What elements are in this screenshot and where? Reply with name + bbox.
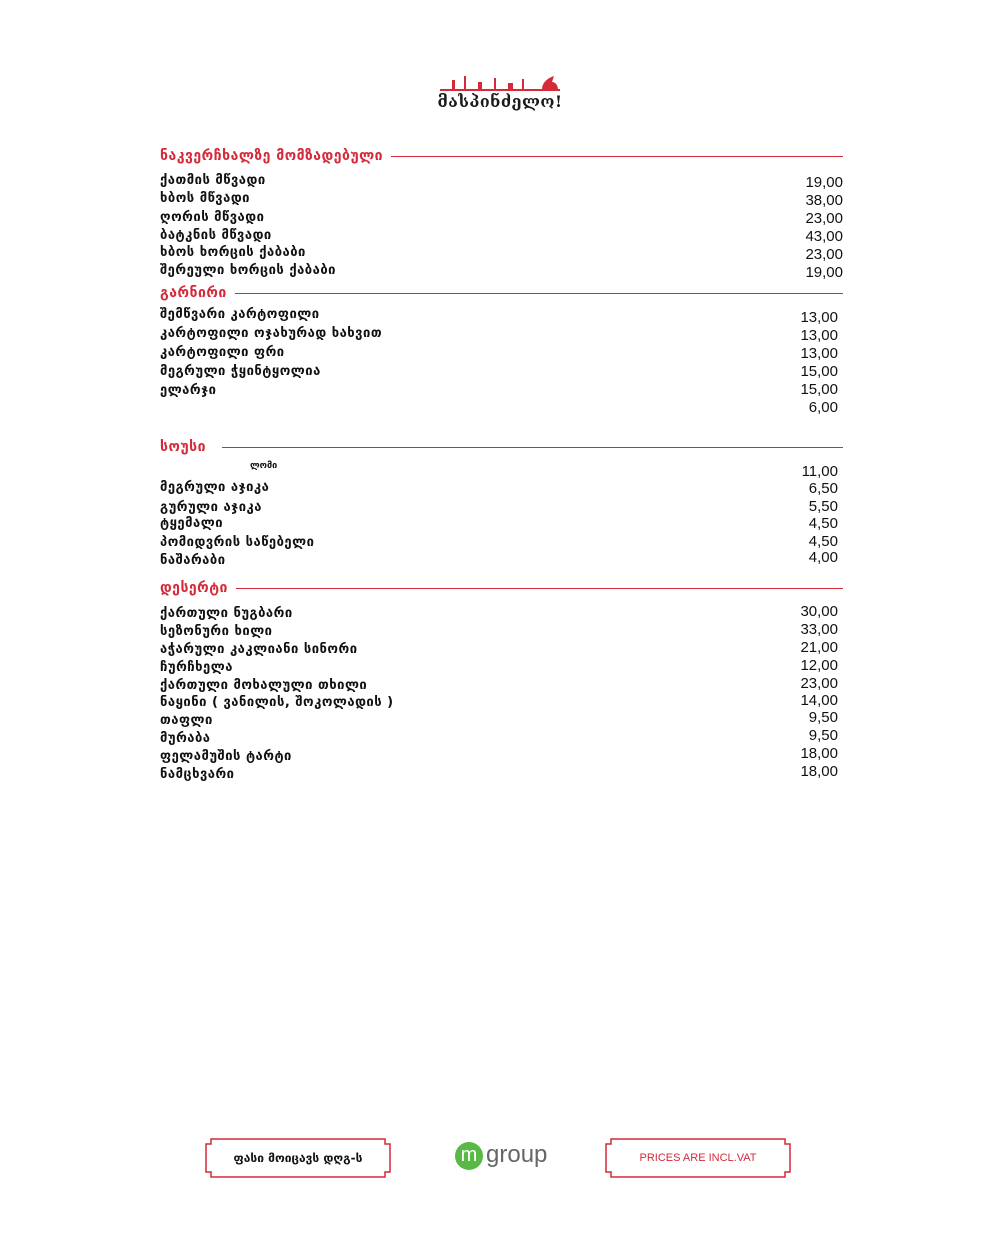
- item-price: 15,00: [800, 381, 838, 398]
- item-name: ბატკნის მწვადი: [160, 228, 272, 243]
- divider-line: [160, 293, 843, 294]
- item-name: ქართული ნუგბარი: [160, 606, 293, 621]
- vat-text-ka: ფასი მოიცავს დღგ-ს: [233, 1151, 363, 1165]
- item-price: 13,00: [800, 345, 838, 362]
- item-price: 9,50: [808, 727, 838, 744]
- item-price: 43,00: [805, 228, 843, 245]
- item-name: ჩურჩხელა: [160, 660, 233, 675]
- menu-item: [160, 763, 843, 784]
- item-price: 5,50: [808, 498, 838, 515]
- item-price: 38,00: [805, 192, 843, 209]
- menu-item: [160, 549, 843, 570]
- item-name: კარტოფილი ოჯახურად ხახვით: [160, 326, 383, 341]
- brand-logo: [430, 72, 570, 118]
- item-name: სეზონური ხილი: [160, 624, 273, 639]
- section-header: [160, 147, 843, 165]
- brand-name: მასპინძელო!: [437, 92, 563, 111]
- item-price: 6,50: [808, 480, 838, 497]
- item-name: ხბოს ხორცის ქაბაბი: [160, 245, 306, 260]
- item-price: 11,00: [801, 463, 838, 480]
- menu-item: [160, 709, 843, 730]
- menu-item: [160, 382, 843, 400]
- item-name: ღორის მწვადი: [160, 210, 265, 225]
- section-header: [160, 284, 843, 302]
- item-price: 23,00: [805, 210, 843, 227]
- item-name: ქართული მოხალული თხილი: [160, 678, 368, 693]
- section-header: [160, 438, 843, 456]
- item-price: 23,00: [800, 675, 838, 692]
- menu-item: [160, 479, 843, 497]
- section-garnish: [160, 284, 843, 416]
- item-price: 4,50: [808, 533, 838, 550]
- section-title: სოუსი: [160, 438, 214, 456]
- item-price: 19,00: [805, 264, 843, 281]
- menu-item: [160, 659, 843, 677]
- item-name: ხბოს მწვადი: [160, 191, 250, 206]
- divider-line: [160, 588, 843, 589]
- menu-item: [160, 677, 843, 695]
- vat-text-en: PRICES ARE INCL.VAT: [639, 1152, 757, 1164]
- section-header: [160, 579, 843, 597]
- item-name: შემწვარი კარტოფილი: [160, 307, 320, 322]
- menu-item: [160, 399, 843, 417]
- item-name: გურული აჯიკა: [160, 500, 262, 515]
- menu-item: [160, 534, 843, 552]
- menu-item: [160, 727, 843, 748]
- menu-item: [160, 209, 843, 227]
- menu-item: [160, 641, 843, 659]
- item-price: 13,00: [800, 309, 838, 326]
- item-name: თაფლი: [160, 713, 213, 728]
- section-title: ნაკვერჩხალზე მომზადებული: [160, 147, 391, 165]
- section-title: დესერტი: [160, 579, 236, 597]
- menu-item: [160, 363, 843, 381]
- item-name: ტყემალი: [160, 516, 224, 531]
- item-price: 18,00: [800, 745, 838, 762]
- sauce-note: ლომი: [250, 461, 278, 471]
- menu-item: [160, 306, 843, 324]
- item-price: 12,00: [800, 657, 838, 674]
- section-dessert: [160, 579, 843, 782]
- menu-item: [160, 515, 843, 533]
- item-price: 9,50: [808, 709, 838, 726]
- item-name: პომიდვრის საწებელი: [160, 535, 315, 550]
- item-name: შერეული ხორცის ქაბაბი: [160, 263, 336, 278]
- item-name: მურაბა: [160, 731, 211, 746]
- item-price: 23,00: [805, 246, 843, 263]
- menu-item: [160, 244, 843, 262]
- item-price: 21,00: [800, 639, 838, 656]
- menu-item: [160, 190, 843, 208]
- skyline-icon: [438, 72, 562, 92]
- menu-item: [160, 325, 843, 343]
- item-name: აჭარული კაკლიანი სინორი: [160, 642, 358, 657]
- section-sauce: [160, 438, 843, 568]
- item-price: 4,50: [808, 515, 838, 532]
- item-name: მეგრული აჯიკა: [160, 480, 270, 495]
- item-price: 15,00: [800, 363, 838, 380]
- menu-item: [160, 745, 843, 766]
- item-name: ნაშარაბი: [160, 553, 226, 568]
- item-price: 4,00: [808, 549, 838, 566]
- menu-item: [160, 623, 843, 641]
- item-name: კარტოფილი ფრი: [160, 345, 285, 360]
- item-price: 18,00: [800, 763, 838, 780]
- menu-item: [160, 262, 843, 280]
- section-grill: [160, 147, 843, 281]
- item-price: 13,00: [800, 327, 838, 344]
- vat-notice-ka: [205, 1138, 391, 1178]
- item-name: ელარჯი: [160, 383, 217, 398]
- mgroup-text: group: [486, 1141, 548, 1168]
- item-name: ქათმის მწვადი: [160, 173, 266, 188]
- item-price: 14,00: [800, 692, 838, 709]
- item-price: 30,00: [800, 603, 838, 620]
- mgroup-logo: [455, 1140, 555, 1172]
- item-price: 19,00: [805, 174, 843, 191]
- menu-item: [160, 227, 843, 245]
- menu-item: [160, 605, 843, 623]
- menu-item: [160, 172, 843, 190]
- menu-item: [160, 694, 843, 712]
- item-price: 6,00: [808, 399, 838, 416]
- item-name: ნაყინი ( ვანილის, შოკოლადის ): [160, 695, 394, 710]
- item-price: 33,00: [800, 621, 838, 638]
- vat-notice-en: [605, 1138, 791, 1178]
- menu-item: [160, 344, 843, 362]
- divider-line: [222, 447, 843, 448]
- item-name: ნამცხვარი: [160, 767, 235, 782]
- mgroup-m-icon: m: [455, 1142, 483, 1170]
- item-name: ფელამუშის ტარტი: [160, 749, 292, 764]
- section-title: გარნირი: [160, 284, 235, 302]
- item-name: მეგრული ჭყინტყოლია: [160, 364, 321, 379]
